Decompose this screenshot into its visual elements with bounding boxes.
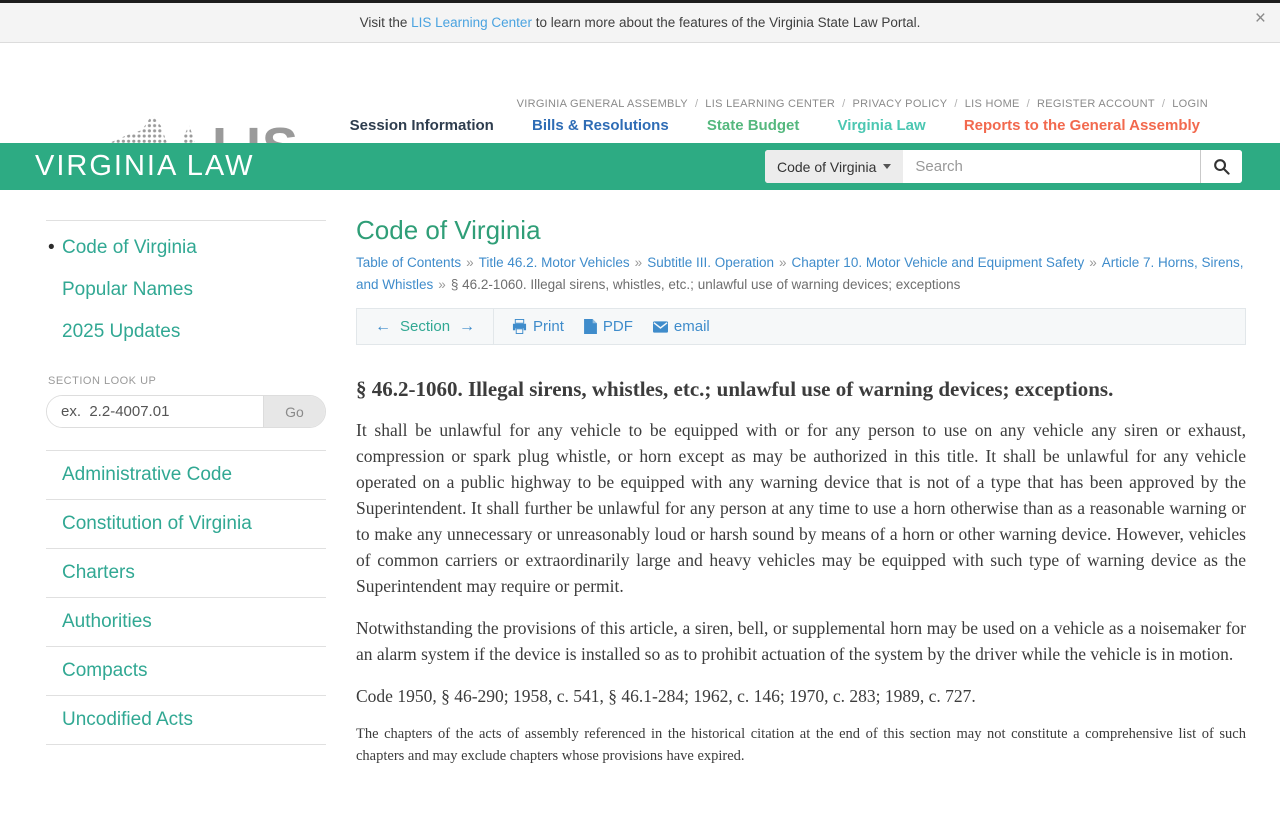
banner-text (360, 15, 921, 30)
list-item (46, 647, 326, 696)
nav-state-budget[interactable]: State Budget (706, 117, 800, 134)
section-heading: § 46.2-1060. Illegal sirens, whistles, etc.; unlawful use of warning devices; exceptions. (356, 377, 1114, 401)
sidebar-item-constitution-of-virginia[interactable]: Constitution of Virginia (62, 513, 252, 534)
utility-separator: / (842, 98, 846, 110)
search-button[interactable] (1200, 150, 1242, 183)
chevron-down-icon (883, 164, 891, 169)
section-nav (357, 309, 494, 344)
virginia-law-bar (0, 143, 1280, 190)
section-lookup-group (46, 395, 326, 428)
nav-virginia-general-assembly[interactable]: VIRGINIA GENERAL ASSEMBLY (516, 98, 688, 110)
search-scope-dropdown[interactable] (765, 150, 903, 183)
sidebar-item-label: Code of Virginia (62, 237, 197, 258)
list-item (46, 696, 326, 745)
nav-lis-learning-center[interactable]: LIS LEARNING CENTER (705, 98, 836, 110)
list-item (46, 549, 326, 598)
breadcrumb-separator: » (438, 277, 446, 292)
nav-lis-home[interactable]: LIS HOME (964, 98, 1020, 110)
nav-register-account[interactable]: REGISTER ACCOUNT (1037, 98, 1155, 110)
breadcrumb-article-7[interactable]: Article 7. Horns, Sirens, and Whistles (356, 255, 1244, 292)
content-layout (0, 190, 1280, 767)
sidebar-top-group (46, 221, 326, 353)
section-lookup-go-button[interactable]: Go (263, 396, 325, 427)
search-group (765, 150, 1242, 183)
breadcrumb-chapter-10[interactable]: Chapter 10. Motor Vehicle and Equipment Safety (791, 255, 1085, 270)
sidebar-item-2025-updates[interactable]: 2025 Updates (62, 321, 181, 342)
breadcrumb-current-section: § 46.2-1060. Illegal sirens, whistles, etc.; unlawful use of warning devices; exceptions (450, 277, 961, 292)
sidebar-item-uncodified-acts[interactable]: Uncodified Acts (62, 709, 193, 730)
breadcrumb-title-46-2[interactable]: Title 46.2. Motor Vehicles (478, 255, 630, 270)
email-label: email (673, 318, 710, 335)
breadcrumb (356, 252, 1246, 296)
sidebar-item-charters[interactable]: Charters (62, 562, 135, 583)
page-title: Code of Virginia (356, 215, 541, 245)
search-scope-label: Code of Virginia (777, 158, 877, 175)
breadcrumb-separator: » (779, 255, 787, 270)
banner-text-suffix: to learn more about the features of the Virginia State Law Portal. (531, 15, 921, 30)
envelope-icon (653, 321, 668, 333)
breadcrumb-separator: » (634, 255, 643, 270)
citation-disclaimer: The chapters of the acts of assembly referenced in the historical citation at the end of this section may not constitute a comprehensive list of such chapters and may exclude chapters whose provisions have expired. (356, 726, 1246, 764)
section-lookup-label: SECTION LOOK UP (48, 375, 157, 387)
previous-section-button[interactable]: ← (375, 317, 391, 335)
print-button[interactable] (512, 318, 564, 335)
list-item (46, 500, 326, 549)
sidebar-item-administrative-code[interactable]: Administrative Code (62, 464, 233, 485)
active-bullet-icon: • (48, 237, 55, 258)
sidebar-item-code-of-virginia[interactable] (46, 227, 326, 269)
sidebar-item-compacts[interactable]: Compacts (62, 660, 148, 681)
nav-virginia-law[interactable]: Virginia Law (837, 117, 926, 134)
list-item (46, 451, 326, 500)
section-nav-label: Section (400, 318, 451, 335)
list-item (46, 598, 326, 647)
site-header (0, 43, 1280, 143)
sidebar (46, 220, 326, 767)
historical-citation: Code 1950, § 46-290; 1958, c. 541, § 46.1-284; 1962, c. 146; 1970, c. 283; 1989, c. 727. (356, 686, 976, 706)
utility-separator: / (694, 98, 699, 110)
law-bar-title: VIRGINIA LAW (35, 150, 255, 182)
breadcrumb-subtitle-iii[interactable]: Subtitle III. Operation (647, 255, 775, 270)
next-section-button[interactable]: → (459, 317, 476, 335)
pdf-file-icon (584, 319, 597, 334)
main-nav (316, 117, 1200, 134)
nav-login[interactable]: LOGIN (1172, 98, 1208, 110)
utility-separator: / (1026, 98, 1031, 110)
banner-text-prefix: Visit the (359, 15, 412, 30)
pdf-label: PDF (602, 318, 633, 335)
lis-learning-center-link[interactable]: LIS Learning Center (411, 15, 532, 30)
search-icon (1213, 158, 1230, 175)
breadcrumb-table-of-contents[interactable]: Table of Contents (356, 255, 462, 270)
sidebar-list (46, 450, 326, 745)
main-content (356, 214, 1246, 767)
section-lookup-input[interactable] (47, 396, 263, 427)
section-paragraph-2: Notwithstanding the provisions of this article, a siren, bell, or supplemental horn may be used on a vehicle as a noisemaker for an alarm system if the device is installed so as to prohibit actuation of the system by the driver while the vehicle is in motion. (356, 618, 1246, 664)
breadcrumb-separator: » (466, 255, 474, 270)
pdf-button[interactable] (584, 318, 633, 335)
section-paragraph-1: It shall be unlawful for any vehicle to be equipped with or for any person to use on any vehicle any siren or exhaust, compression or spark plug whistle, or horn except as may be authorized in this title. It shall be unlawful for any vehicle operated on a public highway to be equipped with any warning device that is not of a type that has been approved by the Superintendent. It shall further be unlawful for any person at any time to use a horn otherwise than as a reasonable warning or to make any unnecessary or unreasonably loud or harsh sound by means of a horn or other warning device. However, vehicles of common carriers or extraordinarily large and heavy vehicles may be equipped with such type of warning device as the Superintendent may require or permit. (356, 420, 1246, 596)
nav-privacy-policy[interactable]: PRIVACY POLICY (852, 98, 948, 110)
nav-bills-resolutions[interactable]: Bills & Resolutions (532, 117, 669, 134)
breadcrumb-separator: » (1089, 255, 1097, 270)
printer-icon (512, 319, 527, 334)
print-label: Print (533, 318, 564, 335)
sidebar-item-popular-names[interactable]: Popular Names (62, 279, 193, 300)
section-toolbar (356, 308, 1246, 345)
toolbar-actions (494, 309, 728, 344)
announcement-banner (0, 3, 1280, 43)
nav-reports-general-assembly[interactable]: Reports to the General Assembly (963, 117, 1200, 134)
email-button[interactable] (653, 318, 710, 335)
sidebar-item-authorities[interactable]: Authorities (62, 611, 152, 632)
utility-separator: / (1161, 98, 1166, 110)
utility-separator: / (954, 98, 958, 110)
nav-session-information[interactable]: Session Information (349, 117, 494, 134)
search-input[interactable] (903, 150, 1200, 183)
close-icon[interactable]: × (1254, 8, 1266, 29)
utility-nav (517, 98, 1208, 110)
